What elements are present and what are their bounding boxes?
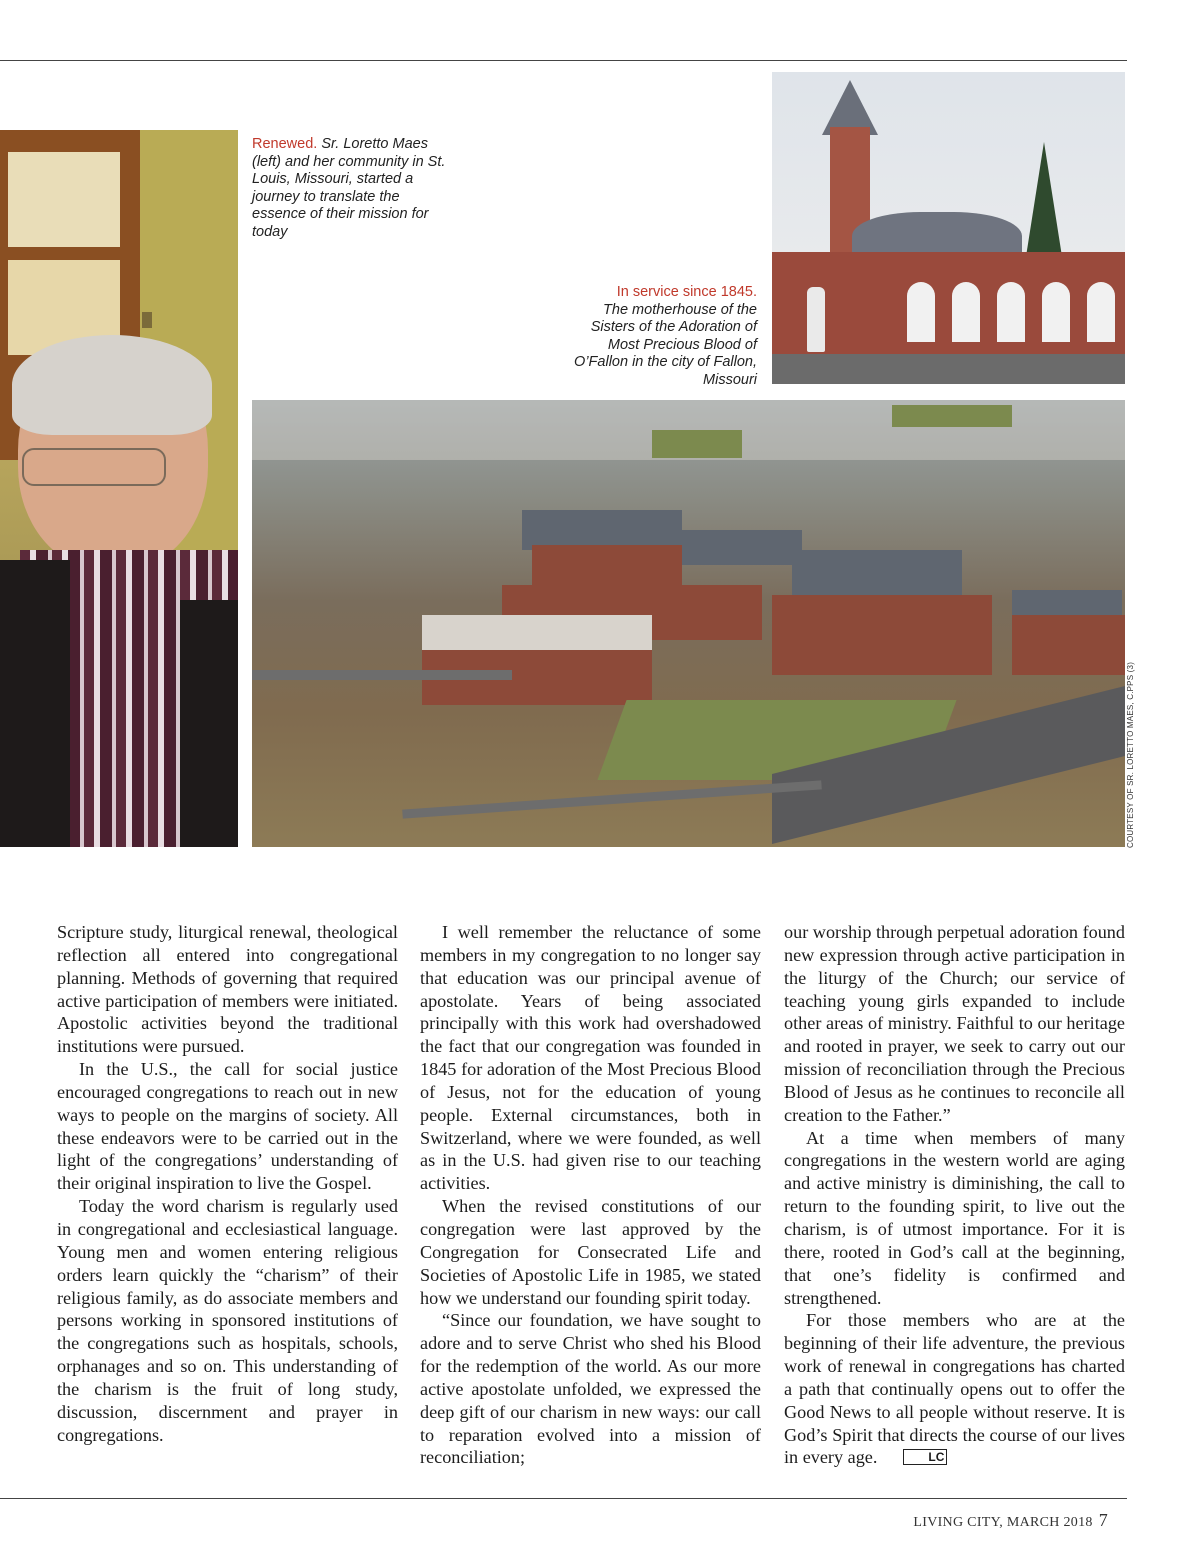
paragraph: “Since our foundation, we have sought to adore and to serve Christ who shed his Blood for the redemption of the world. As our more active apostolate unfolded, we expressed the deep gift of our charism in new ways: our call to reparation evolved into a mission of reconciliation; [420, 1310, 761, 1468]
article-column-2 [420, 921, 761, 1469]
paragraph: our worship through perpetual adoration found new expression through active participation in the liturgy of the Church; our service of teaching young girls expanded to include other areas of ministry. Faithful to our heritage and rooted in prayer, we seek to carry out our mission of reconciliation through the Precious Blood of Jesus as he continues to reconcile all creation to the Father.” [784, 922, 1125, 1125]
aerial-photo [252, 400, 1125, 847]
paragraph: Today the word charism is regularly used in congregational and ecclesiastical language. Young men and women entering religious orders learn quickly the “charism” of their religious family, as do associate members and persons working in sponsored institutions of the congregations such as hospitals, schools, orphanages and so on. This understanding of the charism is the fruit of long study, discussion, discernment and prayer in congregations. [57, 1196, 398, 1445]
paragraph: When the revised constitutions of our congregation were last approved by the Congregation for Consecrated Life and Societies of Apostolic Life in 1985, we stated how we understand our founding spirit today. [420, 1196, 761, 1308]
photo-credit: COURTESY OF SR. LORETTO MAES, C.PPS (3) [1126, 661, 1135, 848]
paragraph-text: For those members who are at the beginning of their life adventure, the previous work of renewal in congregations has charted a path that continually opens out to offer the Good News to all people without reserve. It is God’s Spirit that directs the course of our lives in every age. [784, 1310, 1125, 1468]
motherhouse-caption [560, 284, 757, 389]
paragraph: At a time when members of many congregations in the western world are aging and active ministry is diminishing, the call to return to the founding spirit, to live out the charism, is of utmost importance. For it is there, rooted in God’s call at the beginning, that one’s fidelity is confirmed and strengthened. [784, 1127, 1125, 1308]
portrait-photo [0, 130, 238, 847]
portrait-hair [12, 335, 212, 435]
church-photo [772, 72, 1125, 384]
page-footer [913, 1510, 1108, 1531]
paragraph: I well remember the reluctance of some members in my congregation to no longer say that education was our principal avenue of apostolate. Years of being associated principally with this work had overshadowed the fact that our congregation was founded in 1845 for adoration of the Most Precious Blood of Jesus, not for the education of young people. External circumstances, both in Switzerland, where we were founded, as well as in the U.S. had given rise to our teaching activities. [420, 922, 761, 1194]
article-column-1 [57, 921, 398, 1446]
paragraph [784, 1309, 1125, 1469]
top-rule [0, 60, 1127, 61]
portrait-glasses [22, 448, 166, 486]
publication-name: LIVING CITY, MARCH 2018 [913, 1515, 1093, 1530]
lc-end-mark-icon: LC [903, 1449, 947, 1465]
paragraph: Scripture study, liturgical renewal, theological reflection all entered into congregational planning. Methods of governing that required active participation of members were initiated. Apostolic activities beyond the traditional institutions were pursued. [57, 922, 398, 1057]
portrait-caption [252, 136, 452, 241]
paragraph: In the U.S., the call for social justice encouraged congregations to reach out in new ways to people on the margins of society. All these endeavors were to be carried out in the light of the congregations’ understanding of their original inspiration to live the Gospel. [57, 1059, 398, 1194]
motherhouse-caption-lead: In service since 1845. [616, 284, 757, 300]
bottom-rule [0, 1498, 1127, 1499]
portrait-caption-lead: Renewed. [252, 136, 318, 152]
church-statue [807, 287, 825, 352]
light-switch [142, 312, 152, 328]
page-number: 7 [1098, 1510, 1108, 1530]
church-road [772, 354, 1125, 384]
article-column-3 [784, 921, 1125, 1469]
motherhouse-caption-text: The motherhouse of the Sisters of the Adoration of Most Precious Blood of O’Fallon in the city of Fallon, Missouri [574, 301, 757, 388]
portrait-caption-text: Sr. Loretto Maes (left) and her community in St. Louis, Missouri, started a journey to translate the essence of their mission for today [252, 136, 446, 240]
